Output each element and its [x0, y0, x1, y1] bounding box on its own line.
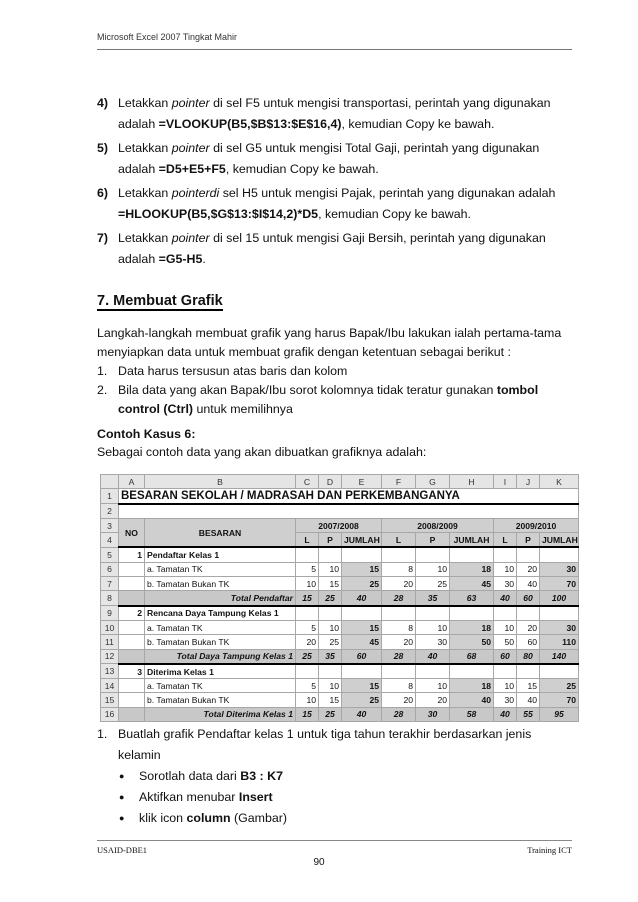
year-header: 2007/2008 [296, 518, 382, 532]
sheet-title: BESARAN SEKOLAH / MADRASAH DAN PERKEMBANGANYA [119, 489, 579, 504]
row-label: a. Tamatan TK [145, 620, 296, 634]
sub-header: P [319, 533, 342, 548]
column-letter: I [494, 475, 517, 489]
sum-cell: 15 [342, 620, 382, 634]
bullet-bold: column [186, 811, 231, 825]
footer-divider [97, 840, 572, 841]
empty-cell [494, 606, 517, 621]
rule-number: 1. [97, 364, 108, 378]
sheet-body [101, 547, 579, 721]
value-cell: 10 [416, 620, 450, 634]
total-label: Total Diterima Kelas 1 [145, 707, 296, 721]
sheet-row [101, 518, 579, 532]
total-cell: 100 [540, 591, 579, 606]
year-header: 2009/2010 [494, 518, 579, 532]
step-mid: di sel G5 untuk mengisi Total Gaji, perintah yang digunakan adalah [118, 141, 540, 176]
row-number: 5 [101, 547, 119, 562]
step-mid: di sel F5 untuk mengisi transportasi, perintah yang digunakan adalah [118, 96, 551, 131]
empty-cell [119, 693, 145, 707]
empty-cell [119, 635, 145, 649]
example-title: Contoh Kasus 6: [97, 427, 196, 441]
total-cell: 55 [517, 707, 540, 721]
empty-cell [382, 606, 416, 621]
bullet-icon: ● [119, 792, 125, 802]
row-number: 15 [101, 693, 119, 707]
value-cell: 20 [382, 577, 416, 591]
empty-cell [450, 606, 494, 621]
sub-header: L [494, 533, 517, 548]
step-formula: =VLOOKUP(B5,$B$13:$E$16,4) [158, 117, 342, 131]
value-cell: 15 [517, 679, 540, 693]
sum-cell: 30 [540, 620, 579, 634]
total-cell: 60 [494, 649, 517, 664]
empty-cell [296, 547, 319, 562]
step-formula: =HLOOKUP(B5,$G$13:$I$14,2)*D5 [118, 207, 319, 221]
row-number: 9 [101, 606, 119, 621]
total-cell: 30 [416, 707, 450, 721]
page-header: Microsoft Excel 2007 Tingkat Mahir [97, 32, 238, 42]
row-number: 1 [101, 489, 119, 504]
sheet-row [101, 562, 579, 576]
empty-cell [119, 562, 145, 576]
total-cell: 63 [450, 591, 494, 606]
rule-item [97, 381, 575, 419]
bullet-icon: ● [119, 771, 125, 781]
task-number: 1. [97, 727, 108, 741]
empty-cell [342, 606, 382, 621]
sum-cell: 30 [540, 562, 579, 576]
value-cell: 10 [296, 577, 319, 591]
intro-text: Langkah-langkah membuat grafik yang harus Bapak/Ibu lakukan ialah pertama-tama menyiapkan data untuk membuat grafik dengan ketentuan sebagai berikut : [97, 326, 562, 359]
sum-cell: 50 [450, 635, 494, 649]
total-cell: 28 [382, 591, 416, 606]
bullet-item [97, 808, 575, 829]
total-cell: 35 [319, 649, 342, 664]
value-cell: 40 [517, 577, 540, 591]
total-cell: 40 [342, 591, 382, 606]
value-cell: 20 [382, 693, 416, 707]
step-post: , kemudian Copy ke bawah. [318, 207, 471, 221]
total-cell: 25 [319, 707, 342, 721]
row-number: 8 [101, 591, 119, 606]
empty-cell [319, 547, 342, 562]
value-cell: 8 [382, 679, 416, 693]
empty-cell [119, 679, 145, 693]
header-no: NO [119, 518, 145, 547]
empty-cell [119, 620, 145, 634]
column-letter: F [382, 475, 416, 489]
value-cell: 15 [319, 577, 342, 591]
empty-cell [342, 547, 382, 562]
empty-cell [119, 577, 145, 591]
sheet-row [101, 635, 579, 649]
sum-cell: 45 [450, 577, 494, 591]
sum-cell: 25 [540, 679, 579, 693]
sheet-row [101, 489, 579, 504]
sum-cell: 110 [540, 635, 579, 649]
row-label: a. Tamatan TK [145, 679, 296, 693]
bullet-text [139, 766, 283, 787]
bullet-item [97, 787, 575, 808]
step-item [97, 93, 575, 135]
total-cell: 35 [416, 591, 450, 606]
bullet-bold: B3 : K7 [240, 769, 283, 783]
total-cell: 68 [450, 649, 494, 664]
step-pre: Letakkan [118, 231, 172, 245]
empty-cell [342, 664, 382, 679]
empty-cell [517, 547, 540, 562]
column-letter: D [319, 475, 342, 489]
step-pre: Letakkan [118, 141, 172, 155]
total-cell: 28 [382, 707, 416, 721]
task-text: Buatlah grafik Pendaftar kelas 1 untuk tiga tahun terakhir berdasarkan jenis kelamin [118, 727, 532, 762]
sum-cell: 70 [540, 577, 579, 591]
spreadsheet-screenshot [100, 474, 579, 722]
step-formula: =G5-H5 [158, 252, 203, 266]
rule-pre: Bila data yang akan Bapak/Ibu sorot kolomnya tidak teratur gunakan [118, 383, 497, 397]
section-label: Rencana Daya Tampung Kelas 1 [145, 606, 296, 621]
total-cell: 40 [416, 649, 450, 664]
step-mid: di sel 15 untuk mengisi Gaji Bersih, perintah yang digunakan adalah [118, 231, 546, 266]
value-cell: 20 [517, 620, 540, 634]
sheet-row [101, 649, 579, 664]
step-item [97, 138, 575, 180]
header-besaran: BESARAN [145, 518, 296, 547]
rule-item [97, 362, 575, 381]
bullet-bold: Insert [238, 790, 273, 804]
sum-cell: 70 [540, 693, 579, 707]
page-number: 90 [313, 857, 325, 868]
total-cell: 40 [494, 707, 517, 721]
total-cell: 60 [517, 591, 540, 606]
empty-cell [517, 606, 540, 621]
row-label: b. Tamatan Bukan TK [145, 577, 296, 591]
total-cell: 15 [296, 707, 319, 721]
empty-cell [319, 664, 342, 679]
sheet-row [101, 547, 579, 562]
row-number: 6 [101, 562, 119, 576]
column-letter [101, 475, 119, 489]
value-cell: 25 [416, 577, 450, 591]
footer-left: USAID-DBE1 [97, 845, 148, 855]
bullet-text [139, 808, 287, 829]
value-cell: 10 [416, 562, 450, 576]
row-number: 7 [101, 577, 119, 591]
step-item [97, 183, 575, 225]
step-number: 7) [97, 231, 109, 245]
empty-cell [119, 649, 145, 664]
example-block [97, 425, 426, 461]
section-label: Pendaftar Kelas 1 [145, 547, 296, 562]
section-label: Diterima Kelas 1 [145, 664, 296, 679]
sum-cell: 15 [342, 679, 382, 693]
empty-cell [119, 707, 145, 721]
empty-cell [119, 504, 579, 519]
sum-cell: 25 [342, 693, 382, 707]
row-label: a. Tamatan TK [145, 562, 296, 576]
step-em: pointer [171, 141, 210, 155]
sub-header: L [382, 533, 416, 548]
step-text [118, 93, 575, 135]
value-cell: 10 [319, 620, 342, 634]
value-cell: 25 [319, 635, 342, 649]
rule-pre: Data harus tersusun atas baris dan kolom [118, 364, 348, 378]
value-cell: 10 [296, 693, 319, 707]
value-cell: 60 [517, 635, 540, 649]
total-cell: 95 [540, 707, 579, 721]
empty-cell [416, 606, 450, 621]
step-item [97, 228, 575, 270]
column-letter: K [540, 475, 579, 489]
section-heading: 7. Membuat Grafik [97, 293, 223, 309]
column-letter: C [296, 475, 319, 489]
rule-number: 2. [97, 383, 108, 397]
column-letter: H [450, 475, 494, 489]
sheet-row [101, 606, 579, 621]
sum-cell: 18 [450, 679, 494, 693]
row-number: 2 [101, 504, 119, 519]
column-letter: E [342, 475, 382, 489]
step-pre: Letakkan [118, 96, 172, 110]
intro-block [97, 324, 575, 419]
bullet-pre: klik icon [139, 811, 187, 825]
row-number: 12 [101, 649, 119, 664]
empty-cell [416, 664, 450, 679]
sum-cell: 40 [450, 693, 494, 707]
total-cell: 25 [296, 649, 319, 664]
step-em: pointer [171, 96, 210, 110]
value-cell: 10 [494, 679, 517, 693]
sub-header: L [296, 533, 319, 548]
value-cell: 30 [494, 577, 517, 591]
value-cell: 30 [416, 635, 450, 649]
step-number: 6) [97, 186, 109, 200]
sub-header: P [416, 533, 450, 548]
value-cell: 10 [319, 562, 342, 576]
task-block [97, 724, 575, 829]
step-em: pointer [171, 231, 210, 245]
empty-cell [540, 547, 579, 562]
sheet-row [101, 591, 579, 606]
sum-cell: 25 [342, 577, 382, 591]
sum-cell: 18 [450, 562, 494, 576]
value-cell: 20 [517, 562, 540, 576]
empty-cell [319, 606, 342, 621]
step-mid: sel H5 untuk mengisi Pajak, perintah yang digunakan adalah [219, 186, 556, 200]
sum-cell: 18 [450, 620, 494, 634]
rule-text [118, 381, 575, 419]
sub-header: JUMLAH [342, 533, 382, 548]
empty-cell [540, 606, 579, 621]
step-formula: =D5+E5+F5 [158, 162, 226, 176]
sub-header: P [517, 533, 540, 548]
value-cell: 20 [416, 693, 450, 707]
sheet-row [101, 664, 579, 679]
value-cell: 8 [382, 620, 416, 634]
total-cell: 58 [450, 707, 494, 721]
column-letter: A [119, 475, 145, 489]
rule-post: untuk memilihnya [193, 402, 293, 416]
step-text [118, 183, 575, 225]
bullet-pre: Aktifkan menubar [139, 790, 239, 804]
value-cell: 5 [296, 562, 319, 576]
total-label: Total Daya Tampung Kelas 1 [145, 649, 296, 664]
row-number: 3 [101, 518, 119, 532]
empty-cell [296, 606, 319, 621]
bullet-icon: ● [119, 813, 125, 823]
sum-cell: 15 [342, 562, 382, 576]
value-cell: 10 [494, 562, 517, 576]
row-number: 11 [101, 635, 119, 649]
value-cell: 5 [296, 679, 319, 693]
example-desc: Sebagai contoh data yang akan dibuatkan grafiknya adalah: [97, 445, 427, 459]
empty-cell [119, 591, 145, 606]
row-number: 4 [101, 533, 119, 548]
row-number: 10 [101, 620, 119, 634]
task-item [97, 724, 575, 766]
empty-cell [517, 664, 540, 679]
sheet-row [101, 620, 579, 634]
empty-cell [416, 547, 450, 562]
total-cell: 80 [517, 649, 540, 664]
total-label: Total Pendaftar [145, 591, 296, 606]
sheet-row [101, 693, 579, 707]
bullet-pre: Sorotlah data dari [139, 769, 241, 783]
total-cell: 140 [540, 649, 579, 664]
step-number: 5) [97, 141, 109, 155]
step-post: , kemudian Copy ke bawah. [341, 117, 495, 131]
bullet-item [97, 766, 575, 787]
total-cell: 40 [494, 591, 517, 606]
row-label: b. Tamatan Bukan TK [145, 693, 296, 707]
row-label: b. Tamatan Bukan TK [145, 635, 296, 649]
column-letter: G [416, 475, 450, 489]
step-post: . [202, 252, 206, 266]
total-cell: 60 [342, 649, 382, 664]
value-cell: 15 [319, 693, 342, 707]
row-no: 3 [119, 664, 145, 679]
empty-cell [382, 664, 416, 679]
total-cell: 15 [296, 591, 319, 606]
sub-header: JUMLAH [540, 533, 579, 548]
sub-header: JUMLAH [450, 533, 494, 548]
year-header: 2008/2009 [382, 518, 494, 532]
row-number: 16 [101, 707, 119, 721]
row-no: 2 [119, 606, 145, 621]
footer-right: Training ICT [527, 845, 572, 855]
step-post: , kemudian Copy ke bawah. [225, 162, 379, 176]
empty-cell [382, 547, 416, 562]
sheet-row [101, 707, 579, 721]
empty-cell [540, 664, 579, 679]
empty-cell [494, 664, 517, 679]
sheet-row [101, 577, 579, 591]
empty-cell [450, 664, 494, 679]
bullet-post: (Gambar) [230, 811, 288, 825]
rule-bold: tombol control (Ctrl) [118, 383, 539, 416]
header-divider [97, 49, 572, 50]
empty-cell [494, 547, 517, 562]
step-pre: Letakkan [118, 186, 172, 200]
bullet-text [139, 787, 273, 808]
total-cell: 25 [319, 591, 342, 606]
value-cell: 20 [296, 635, 319, 649]
rule-text [118, 362, 347, 381]
step-number: 4) [97, 96, 109, 110]
value-cell: 10 [416, 679, 450, 693]
sum-cell: 45 [342, 635, 382, 649]
row-number: 13 [101, 664, 119, 679]
value-cell: 10 [319, 679, 342, 693]
column-letter: J [517, 475, 540, 489]
value-cell: 20 [382, 635, 416, 649]
value-cell: 5 [296, 620, 319, 634]
sheet-row [101, 679, 579, 693]
value-cell: 50 [494, 635, 517, 649]
empty-cell [450, 547, 494, 562]
value-cell: 40 [517, 693, 540, 707]
sheet-row [101, 504, 579, 519]
value-cell: 8 [382, 562, 416, 576]
column-header-row [101, 475, 579, 489]
row-no: 1 [119, 547, 145, 562]
step-em: pointerdi [171, 186, 220, 200]
step-text [118, 138, 575, 180]
column-letter: B [145, 475, 296, 489]
empty-cell [296, 664, 319, 679]
value-cell: 10 [494, 620, 517, 634]
step-text [118, 228, 575, 270]
steps-list [97, 93, 575, 273]
value-cell: 30 [494, 693, 517, 707]
total-cell: 40 [342, 707, 382, 721]
total-cell: 28 [382, 649, 416, 664]
row-number: 14 [101, 679, 119, 693]
